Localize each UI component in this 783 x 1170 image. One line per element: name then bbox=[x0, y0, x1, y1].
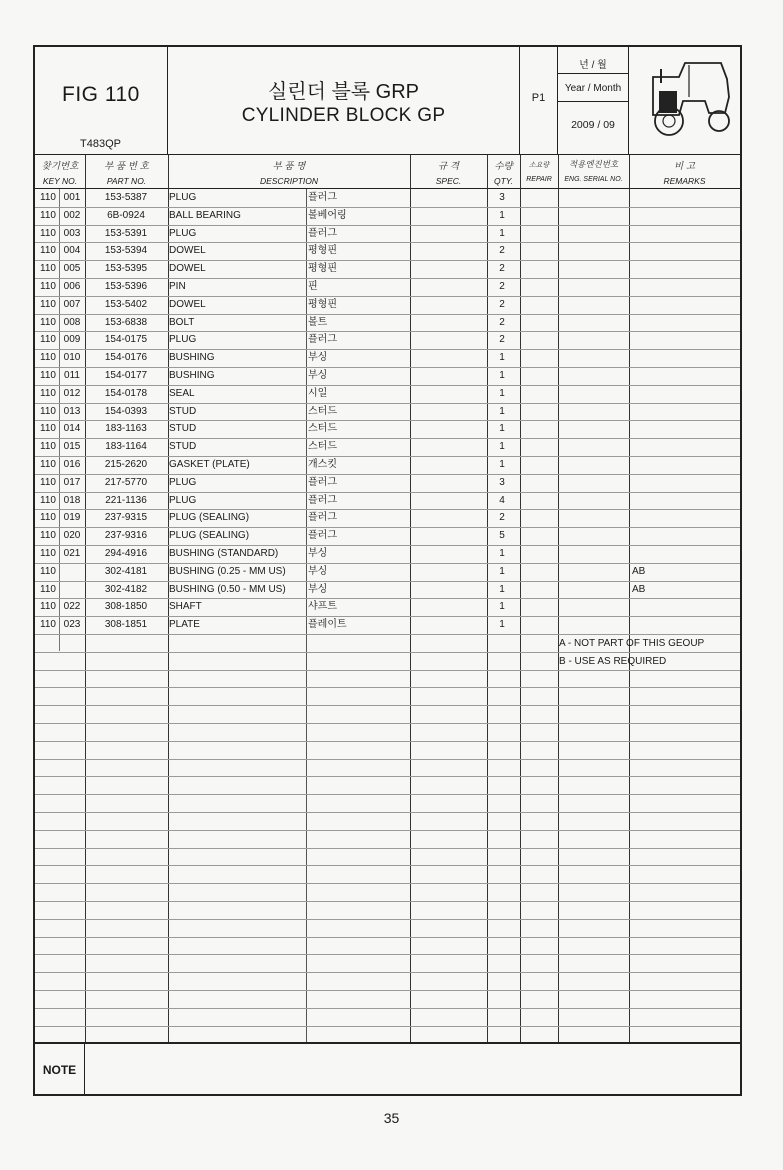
quantity: 3 bbox=[499, 476, 505, 488]
quantity: 1 bbox=[499, 601, 505, 613]
col-key-ko: 찾기번호 bbox=[41, 161, 79, 172]
col-part-en: PART NO. bbox=[106, 176, 147, 186]
key-prefix: 110 bbox=[40, 459, 56, 470]
table-row bbox=[35, 385, 740, 403]
part-number: 153-5391 bbox=[104, 227, 148, 239]
description-korean: 스터드 bbox=[308, 405, 337, 417]
description: PLUG bbox=[169, 334, 197, 346]
description: BUSHING (STANDARD) bbox=[169, 548, 279, 559]
key-number: 004 bbox=[63, 245, 81, 257]
table-row bbox=[35, 581, 740, 599]
key-prefix: 110 bbox=[40, 334, 56, 346]
key-prefix: 110 bbox=[40, 227, 56, 239]
quantity: 1 bbox=[499, 352, 505, 364]
row-divider bbox=[35, 794, 740, 795]
quantity: 2 bbox=[499, 281, 505, 292]
key-number: 021 bbox=[63, 548, 81, 559]
quantity: 2 bbox=[499, 298, 505, 310]
description: BUSHING (0.25 - MM US) bbox=[169, 565, 286, 577]
part-number: 153-5396 bbox=[104, 281, 148, 292]
part-number: 237-9315 bbox=[104, 512, 148, 524]
row-divider bbox=[35, 972, 740, 973]
quantity: 1 bbox=[499, 565, 505, 577]
key-number: 020 bbox=[63, 530, 81, 542]
tractor-icon bbox=[639, 57, 734, 142]
table-row bbox=[35, 331, 740, 349]
quantity: 1 bbox=[499, 459, 505, 470]
key-number: 007 bbox=[63, 298, 81, 310]
key-number: 022 bbox=[63, 601, 81, 613]
description: STUD bbox=[169, 423, 197, 435]
page-number: 35 bbox=[383, 1110, 400, 1126]
part-number: 221-1136 bbox=[105, 494, 147, 506]
table-row bbox=[35, 260, 740, 278]
row-divider bbox=[35, 759, 740, 760]
row-divider bbox=[35, 723, 740, 724]
part-number: 153-5402 bbox=[104, 298, 148, 310]
key-prefix: 110 bbox=[40, 405, 56, 417]
part-number: 154-0176 bbox=[104, 352, 148, 364]
key-prefix: 110 bbox=[40, 352, 56, 364]
description: DOWEL bbox=[169, 245, 206, 257]
col-desc-en: DESCRIPTION bbox=[259, 176, 319, 186]
key-number: 011 bbox=[64, 370, 80, 381]
column-header-row bbox=[35, 155, 740, 189]
key-prefix: 110 bbox=[40, 441, 56, 453]
col-qty-en: QTY. bbox=[493, 176, 514, 186]
description: PLUG bbox=[169, 476, 197, 488]
row-divider bbox=[35, 865, 740, 866]
description-korean: 플러그 bbox=[308, 512, 337, 524]
row-divider bbox=[35, 705, 740, 706]
table-row bbox=[35, 225, 740, 243]
description-korean: 플레이트 bbox=[308, 619, 347, 631]
key-number: 003 bbox=[63, 227, 81, 239]
col-spec-ko: 규 격 bbox=[438, 161, 459, 172]
part-number: 153-5387 bbox=[104, 192, 148, 203]
note-label: NOTE bbox=[35, 1044, 85, 1096]
title-english: CYLINDER BLOCK GP bbox=[241, 105, 446, 126]
description: STUD bbox=[169, 405, 197, 417]
key-number: 005 bbox=[63, 263, 81, 275]
key-prefix: 110 bbox=[40, 512, 56, 524]
part-number: 153-5395 bbox=[104, 263, 148, 275]
quantity: 1 bbox=[499, 405, 505, 417]
table-row bbox=[35, 403, 740, 421]
description-korean: 스터드 bbox=[308, 441, 337, 453]
table-row bbox=[35, 349, 740, 367]
description-korean: 플러그 bbox=[308, 530, 337, 542]
part-number: 302-4181 bbox=[104, 565, 148, 577]
description-korean: 개스킷 bbox=[308, 459, 337, 470]
row-divider bbox=[35, 937, 740, 938]
key-prefix: 110 bbox=[40, 245, 56, 257]
key-number: 019 bbox=[63, 512, 81, 524]
row-divider bbox=[35, 990, 740, 991]
key-prefix: 110 bbox=[40, 494, 56, 506]
row-divider bbox=[35, 812, 740, 813]
description: DOWEL bbox=[169, 263, 206, 275]
description: PLATE bbox=[169, 619, 200, 631]
description-korean: 부싱 bbox=[308, 565, 328, 577]
quantity: 2 bbox=[499, 263, 505, 275]
table-row bbox=[35, 545, 740, 563]
table-row bbox=[35, 474, 740, 492]
table-row bbox=[35, 438, 740, 456]
col-repair-en: REPAIR bbox=[526, 176, 552, 183]
row-divider bbox=[35, 741, 740, 742]
key-number: 012 bbox=[63, 387, 81, 399]
table-row bbox=[35, 492, 740, 510]
part-number: 237-9316 bbox=[104, 530, 148, 542]
part-number: 154-0177 bbox=[104, 370, 148, 381]
col-desc-ko: 부 품 명 bbox=[272, 161, 306, 172]
key-prefix: 110 bbox=[40, 209, 56, 221]
part-number: 308-1851 bbox=[104, 619, 148, 631]
note-bar bbox=[35, 1042, 740, 1094]
part-number: 217-5770 bbox=[104, 476, 148, 488]
quantity: 1 bbox=[499, 441, 505, 453]
row-divider bbox=[35, 1026, 740, 1027]
key-number: 014 bbox=[63, 423, 81, 435]
remarks: AB bbox=[632, 565, 646, 577]
key-number: 015 bbox=[63, 441, 81, 453]
row-divider bbox=[35, 776, 740, 777]
key-number: 023 bbox=[63, 619, 81, 631]
key-number: 018 bbox=[63, 494, 81, 506]
description: BUSHING bbox=[169, 370, 215, 381]
description: SHAFT bbox=[169, 601, 202, 613]
table-row bbox=[35, 242, 740, 260]
row-divider bbox=[35, 1008, 740, 1009]
table-row bbox=[35, 367, 740, 385]
key-prefix: 110 bbox=[40, 281, 56, 292]
part-number: 153-5394 bbox=[104, 245, 148, 257]
table-row bbox=[35, 420, 740, 438]
description-korean: 부싱 bbox=[308, 548, 328, 559]
quantity: 1 bbox=[499, 370, 505, 381]
year-month-english: Year / Month bbox=[564, 83, 622, 94]
year-month-korean: 년 / 월 bbox=[579, 60, 607, 71]
description: GASKET (PLATE) bbox=[169, 459, 250, 470]
col-remarks-en: REMARKS bbox=[663, 176, 706, 186]
tractor-cell bbox=[629, 47, 740, 155]
key-number: 008 bbox=[63, 316, 81, 328]
col-serial-ko: 적용엔진번호 bbox=[568, 159, 619, 169]
sheet-header bbox=[35, 47, 740, 155]
description: SEAL bbox=[169, 387, 195, 399]
description: PLUG (SEALING) bbox=[169, 530, 250, 542]
description: BALL BEARING bbox=[169, 209, 241, 221]
table-row bbox=[35, 278, 740, 296]
table-row bbox=[35, 598, 740, 616]
description: DOWEL bbox=[169, 298, 206, 310]
part-number: 154-0393 bbox=[104, 405, 148, 417]
col-repair-ko: 소요량 bbox=[528, 162, 550, 169]
remark-note: B - USE AS REQUIRED bbox=[559, 655, 667, 667]
quantity: 3 bbox=[499, 192, 505, 203]
description-korean: 플러그 bbox=[308, 494, 337, 506]
row-divider bbox=[35, 848, 740, 849]
key-number: 006 bbox=[63, 281, 81, 292]
col-key-en: KEY NO. bbox=[42, 176, 78, 186]
remark-note: A - NOT PART OF THIS GEOUP bbox=[559, 637, 705, 649]
quantity: 2 bbox=[499, 245, 505, 257]
row-divider bbox=[35, 883, 740, 884]
col-part-ko: 부 품 번 호 bbox=[104, 161, 149, 172]
title-korean: 실린더 블록 GRP bbox=[267, 81, 420, 103]
row-divider bbox=[35, 954, 740, 955]
parts-sheet bbox=[33, 45, 742, 1096]
quantity: 1 bbox=[499, 583, 505, 595]
table-row bbox=[35, 527, 740, 545]
description: STUD bbox=[169, 441, 197, 453]
part-number: 308-1850 bbox=[104, 601, 148, 613]
part-number: 215-2620 bbox=[104, 459, 148, 470]
quantity: 1 bbox=[499, 423, 505, 435]
quantity: 2 bbox=[499, 334, 505, 346]
title-cell bbox=[168, 47, 520, 155]
year-month-cell bbox=[558, 47, 629, 155]
description: PLUG bbox=[169, 192, 197, 203]
description-korean: 부싱 bbox=[308, 370, 328, 381]
page-label: P1 bbox=[531, 92, 546, 104]
part-number: 154-0175 bbox=[104, 334, 148, 346]
table-row bbox=[35, 509, 740, 527]
key-prefix: 110 bbox=[40, 601, 56, 613]
key-prefix: 110 bbox=[40, 530, 56, 542]
key-prefix: 110 bbox=[40, 263, 56, 275]
key-number: 017 bbox=[63, 476, 81, 488]
key-prefix: 110 bbox=[40, 619, 56, 631]
key-prefix: 110 bbox=[40, 192, 56, 203]
row-divider bbox=[35, 901, 740, 902]
part-number: 154-0178 bbox=[104, 387, 148, 399]
col-qty-ko: 수량 bbox=[494, 161, 513, 172]
table-row bbox=[35, 296, 740, 314]
description: BUSHING (0.50 - MM US) bbox=[169, 583, 286, 595]
description: BOLT bbox=[169, 316, 195, 328]
part-number: 183-1163 bbox=[105, 423, 147, 435]
col-remarks-ko: 비 고 bbox=[674, 161, 695, 172]
key-number: 001 bbox=[63, 192, 81, 203]
key-prefix: 110 bbox=[40, 387, 56, 399]
description: PLUG (SEALING) bbox=[169, 512, 250, 524]
quantity: 1 bbox=[499, 209, 505, 221]
row-divider bbox=[35, 830, 740, 831]
col-spec-en: SPEC. bbox=[435, 176, 462, 186]
key-number: 013 bbox=[63, 405, 81, 417]
key-prefix: 110 bbox=[40, 370, 56, 381]
remarks: AB bbox=[632, 583, 646, 595]
table-row bbox=[35, 456, 740, 474]
part-number: 183-1164 bbox=[105, 441, 147, 453]
description-korean: 핀 bbox=[308, 281, 318, 292]
part-number: 302-4182 bbox=[104, 583, 148, 595]
page-cell bbox=[520, 47, 558, 155]
key-number: 016 bbox=[63, 459, 81, 470]
quantity: 2 bbox=[499, 316, 505, 328]
description-korean: 플러그 bbox=[308, 227, 337, 239]
key-number: 010 bbox=[63, 352, 81, 364]
description-korean: 부싱 bbox=[308, 583, 328, 595]
part-number: 294-4916 bbox=[104, 548, 148, 559]
part-number: 153-6838 bbox=[104, 316, 148, 328]
description-korean: 평형핀 bbox=[308, 245, 337, 257]
description-korean: 플러그 bbox=[308, 476, 337, 488]
description: PLUG bbox=[169, 494, 197, 506]
quantity: 1 bbox=[499, 227, 505, 239]
description-korean: 평형핀 bbox=[308, 298, 337, 310]
description: BUSHING bbox=[169, 352, 215, 364]
key-number: 009 bbox=[63, 334, 81, 346]
description: PLUG bbox=[169, 227, 197, 239]
fig-number: FIG 110 bbox=[62, 83, 140, 106]
quantity: 1 bbox=[499, 548, 505, 559]
col-serial-en: ENG. SERIAL NO. bbox=[564, 176, 623, 183]
quantity: 5 bbox=[499, 530, 505, 542]
table-row bbox=[35, 314, 740, 332]
key-prefix: 110 bbox=[40, 583, 56, 595]
description-korean: 플러그 bbox=[308, 334, 337, 346]
parts-table bbox=[35, 189, 740, 1042]
key-prefix: 110 bbox=[40, 298, 56, 310]
description-korean: 볼베어링 bbox=[308, 209, 347, 221]
row-divider bbox=[35, 687, 740, 688]
row-divider bbox=[35, 919, 740, 920]
description-korean: 평형핀 bbox=[308, 263, 337, 275]
key-prefix: 110 bbox=[40, 316, 56, 328]
key-prefix: 110 bbox=[40, 565, 56, 577]
description: PIN bbox=[169, 281, 186, 292]
quantity: 1 bbox=[499, 387, 505, 399]
quantity: 1 bbox=[499, 619, 505, 631]
description-korean: 스터드 bbox=[308, 423, 337, 435]
quantity: 2 bbox=[499, 512, 505, 524]
year-month-value: 2009 / 09 bbox=[571, 119, 615, 131]
table-row bbox=[35, 207, 740, 225]
table-row bbox=[35, 189, 740, 207]
description-korean: 부싱 bbox=[308, 352, 328, 364]
fig-cell bbox=[35, 47, 168, 155]
description-korean: 샤프트 bbox=[308, 601, 337, 613]
part-number: 6B-0924 bbox=[107, 209, 145, 221]
quantity: 4 bbox=[499, 494, 505, 506]
table-row bbox=[35, 616, 740, 634]
description-korean: 시일 bbox=[308, 387, 328, 399]
table-row bbox=[35, 563, 740, 581]
key-prefix: 110 bbox=[40, 548, 56, 559]
model-code: T483QP bbox=[80, 138, 121, 150]
key-number: 002 bbox=[63, 209, 81, 221]
description-korean: 플러그 bbox=[308, 192, 337, 203]
key-prefix: 110 bbox=[40, 476, 56, 488]
key-prefix: 110 bbox=[40, 423, 56, 435]
description-korean: 볼트 bbox=[308, 316, 328, 328]
